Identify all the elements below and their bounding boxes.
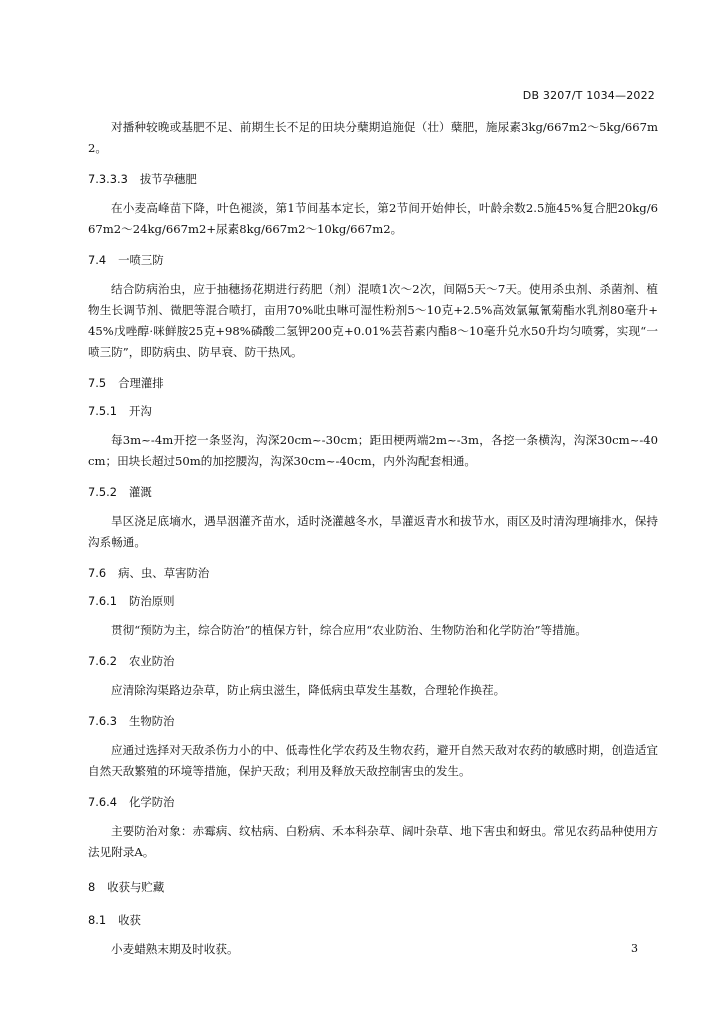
section-number: 7.3.3.3: [88, 172, 128, 186]
section-heading: [88, 565, 658, 581]
section-heading: [88, 653, 658, 669]
body-paragraph: 贯彻“预防为主，综合防治”的植保方针，综合应用“农业防治、生物防治和化学防治”等措施。: [111, 623, 587, 637]
section-title: 农业防治: [128, 654, 175, 668]
section-heading: [88, 593, 658, 609]
section-number: 7.6.4: [88, 795, 117, 809]
section-number: 7.6.3: [88, 714, 117, 728]
section-title: 灌溉: [128, 485, 152, 499]
body-paragraph: 结合防病治虫，应于抽穗扬花期进行药肥（剂）混喷1次～2次，间隔5天～7天。使用杀虫剂、杀菌剂、植物生长调节剂、微肥等混合喷打，亩用70%吡虫啉可湿性粉剂5～10克+2.5%高效氯氟氰菊酯水乳剂80毫升+45%戊唑醇·咪鲜胺25克+98%磷酸二氢钾200克+0.01%芸苔素内酯8～10毫升兑水50升均匀喷雾，实现“一喷三防”，即防病虫、防早衰、防干热风。: [88, 282, 658, 359]
body-paragraph: 小麦蜡熟末期及时收获。: [111, 942, 239, 956]
body-paragraph: 在小麦高峰苗下降，叶色褪淡，第1节间基本定长，第2节间开始伸长，叶龄余数2.5施45%复合肥20kg/667m2～24kg/667m2+尿素8kg/667m2～10kg/667m2。: [88, 201, 658, 236]
page-number: 3: [631, 942, 638, 955]
section-heading: [88, 912, 658, 928]
section-title: 收获: [118, 913, 141, 927]
section-number: 7.6.1: [88, 594, 117, 608]
section-title: 收获与贮藏: [107, 880, 165, 894]
section-title: 合理灌排: [118, 376, 164, 390]
section-title: 防治原则: [128, 594, 175, 608]
section-title: 开沟: [128, 404, 152, 418]
section-number: 7.5: [88, 376, 107, 390]
body-paragraph: 主要防治对象：赤霉病、纹枯病、白粉病、禾本科杂草、阔叶杂草、地下害虫和蚜虫。常见农药品种使用方法见附录A。: [88, 824, 658, 859]
section-number: 7.6: [88, 566, 107, 580]
body-paragraph: 每3m~-4m开挖一条竖沟，沟深20cm~-30cm；距田梗两端2m~-3m，各挖一条横沟，沟深30cm~-40cm；田块长超过50m的加挖腰沟，沟深30cm~-40cm，内外沟配套相通。: [88, 433, 658, 468]
standard-code-header: DB 3207/T 1034—2022: [522, 89, 655, 102]
section-heading: [88, 375, 658, 391]
section-number: 7.4: [88, 253, 107, 267]
body-paragraph: 应清除沟渠路边杂草，防止病虫滋生，降低病虫草发生基数，合理轮作换茬。: [111, 683, 506, 697]
section-heading: [88, 252, 658, 268]
section-number: 8: [88, 880, 96, 894]
section-title: 一喷三防: [118, 253, 164, 267]
section-title: 生物防治: [128, 714, 175, 728]
chapter-heading: [88, 879, 658, 895]
section-heading: [88, 484, 658, 500]
section-number: 8.1: [88, 913, 107, 927]
section-number: 7.5.2: [88, 485, 117, 499]
body-paragraph: 旱区浇足底墒水，遇旱洇灌齐苗水，适时浇灌越冬水，旱灌返青水和拔节水，雨区及时清沟理墒排水，保持沟系畅通。: [88, 514, 658, 549]
body-paragraph: 对播种较晚或基肥不足、前期生长不足的田块分蘖期追施促（壮）蘖肥，施尿素3kg/667m2～5kg/667m2。: [88, 120, 658, 155]
section-title: 拔节孕穗肥: [139, 172, 197, 186]
section-title: 病、虫、草害防治: [118, 566, 210, 580]
section-heading: [88, 713, 658, 729]
section-heading: [88, 403, 658, 419]
section-number: 7.6.2: [88, 654, 117, 668]
document-body: [88, 117, 658, 966]
section-heading: [88, 794, 658, 810]
body-paragraph: 应通过选择对天敌杀伤力小的中、低毒性化学农药及生物农药，避开自然天敌对农药的敏感时期，创造适宜自然天敌繁殖的环境等措施，保护天敌；利用及释放天敌控制害虫的发生。: [88, 743, 658, 778]
section-heading: [88, 171, 658, 187]
section-title: 化学防治: [128, 795, 175, 809]
section-number: 7.5.1: [88, 404, 117, 418]
